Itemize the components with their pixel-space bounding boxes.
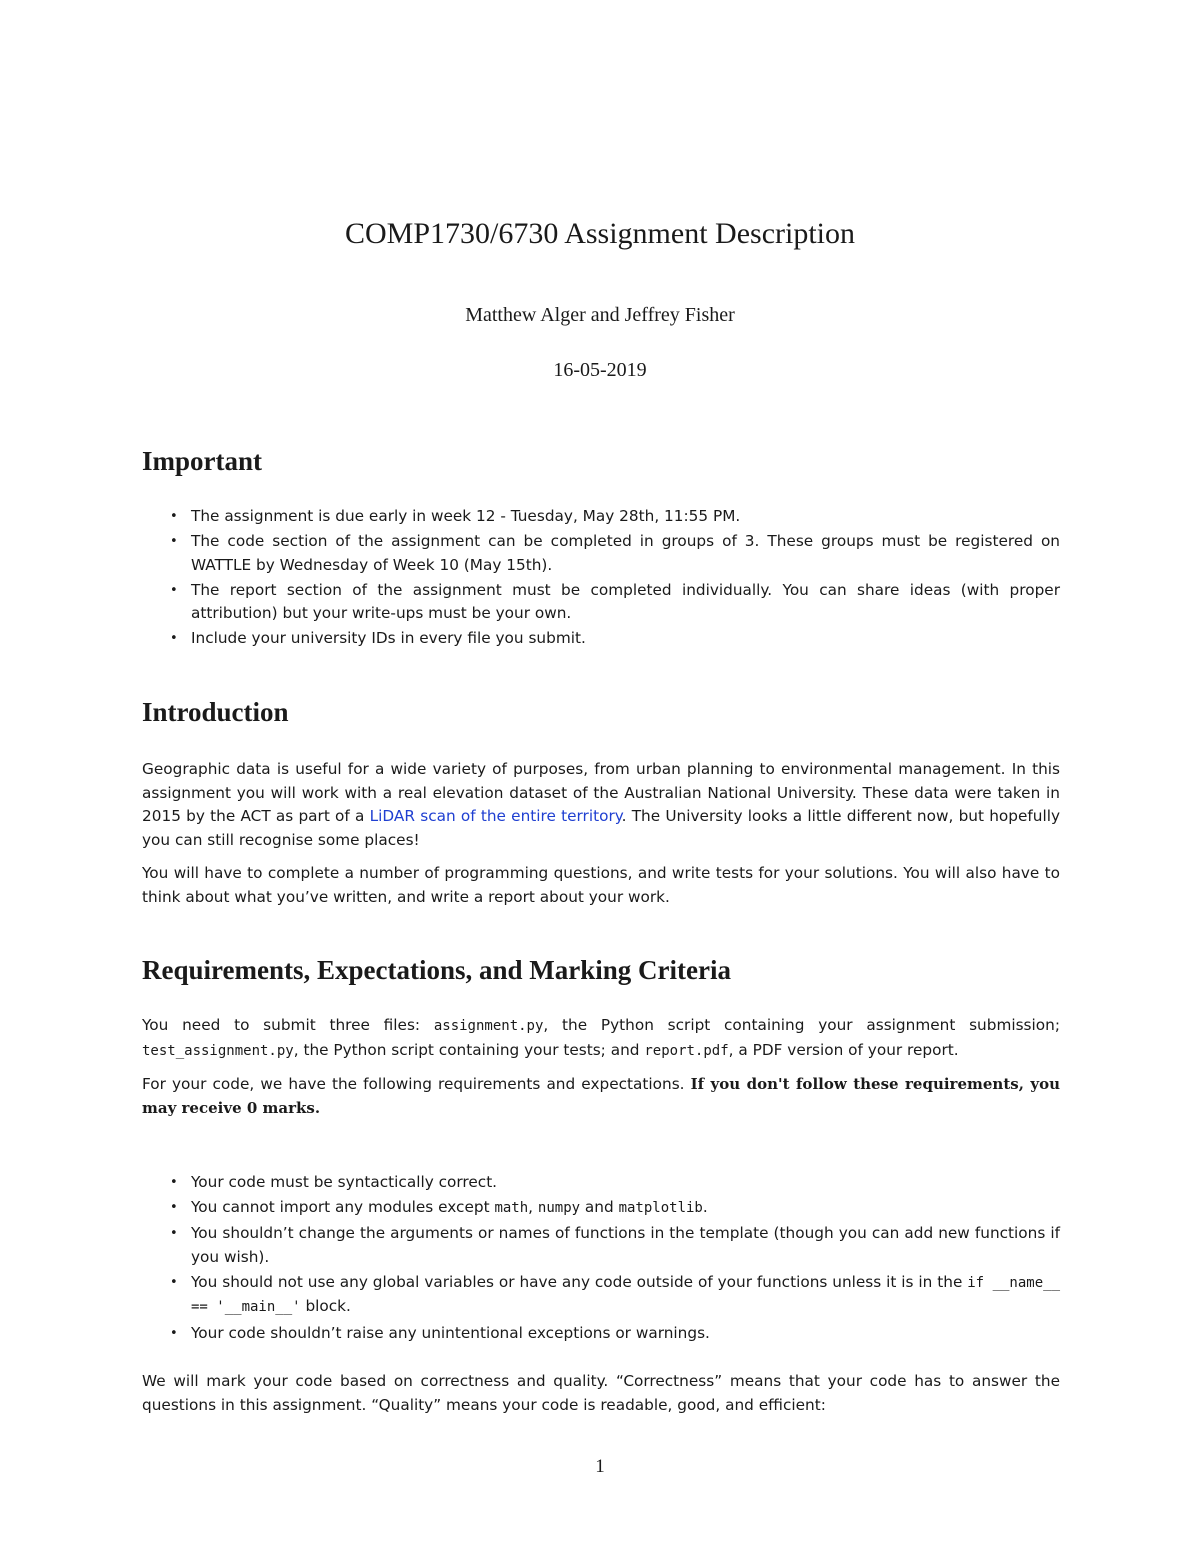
list-item: • Include your university IDs in every file you submit. (142, 627, 1060, 651)
introduction-body (142, 758, 1060, 910)
requirements-body (142, 1014, 1060, 1120)
requirements-paragraph-1: You need to submit three files: assignment.py, the Python script containing your assignment submission; test_assignment.py, the Python script containing your tests; and report.pdf, a PDF version of your report. (142, 1016, 1060, 1059)
bullet-icon: • (170, 631, 178, 647)
marking-paragraph: We will mark your code based on correctness and quality. “Correctness” means that your code has to answer the questions in this assignment. “Quality” means your code is readable, good, and efficient: (142, 1372, 1060, 1414)
heading-requirements: Requirements, Expectations, and Marking Criteria (142, 955, 731, 985)
requirements-list (142, 1171, 1060, 1347)
list-item: • Your code must be syntactically correct. (142, 1171, 1060, 1195)
intro-paragraph-2: You will have to complete a number of programming questions, and write tests for your solutions. You will also have to think about what you’ve written, and write a report about your work. (142, 864, 1060, 906)
list-item: • You should not use any global variables or have any code outside of your functions unless it is in the if __name__ == '__main__' block. (170, 1272, 1061, 1316)
bullet-icon: • (170, 509, 178, 524)
list-item: • The code section of the assignment can be completed in groups of 3. These groups must be registered on WATTLE by Wednesday of Week 10 (May 15th). (170, 532, 1060, 574)
page-number: 1 (595, 1456, 605, 1477)
authors: Matthew Alger and Jeffrey Fisher (465, 304, 735, 326)
list-item: • Your code shouldn’t raise any unintentional exceptions or warnings. (142, 1322, 1060, 1346)
important-list (142, 505, 1060, 653)
lidar-link[interactable]: LiDAR scan of the entire territory (369, 807, 622, 826)
heading-important: Important (142, 446, 262, 476)
heading-introduction: Introduction (142, 697, 289, 727)
bullet-icon: • (170, 1325, 178, 1341)
date: 16-05-2019 (553, 359, 647, 381)
bullet-icon: • (170, 582, 178, 598)
bullet-icon: • (170, 1175, 178, 1190)
bullet-icon: • (170, 1200, 178, 1216)
list-item: • The assignment is due early in week 12 - Tuesday, May 28th, 11:55 PM. (142, 505, 1060, 529)
bullet-icon: • (170, 1226, 178, 1242)
requirements-paragraph-2: For your code, we have the following requirements and expectations. If you don't follow these requirements, you may receive 0 marks. (142, 1075, 1060, 1117)
list-item: • You cannot import any modules except math, numpy and matplotlib. (142, 1196, 1060, 1221)
intro-paragraph-1: Geographic data is useful for a wide variety of purposes, from urban planning to environmental management. In this assignment you will work with a real elevation dataset of the Australian National University. These data were taken in 2015 by the ACT as part of a LiDAR scan of the entire territory. The University looks a little different now, but hopefully you can still recognise some places! (142, 760, 1061, 849)
list-item: • You shouldn’t change the arguments or names of functions in the template (though you can add new functions if you wish). (170, 1224, 1060, 1266)
list-item: • The report section of the assignment must be completed individually. You can share ideas (with proper attribution) but your write-ups must be your own. (170, 580, 1060, 623)
page-title: COMP1730/6730 Assignment Description (344, 217, 855, 250)
bullet-icon: • (170, 534, 178, 550)
bullet-icon: • (170, 1274, 178, 1290)
